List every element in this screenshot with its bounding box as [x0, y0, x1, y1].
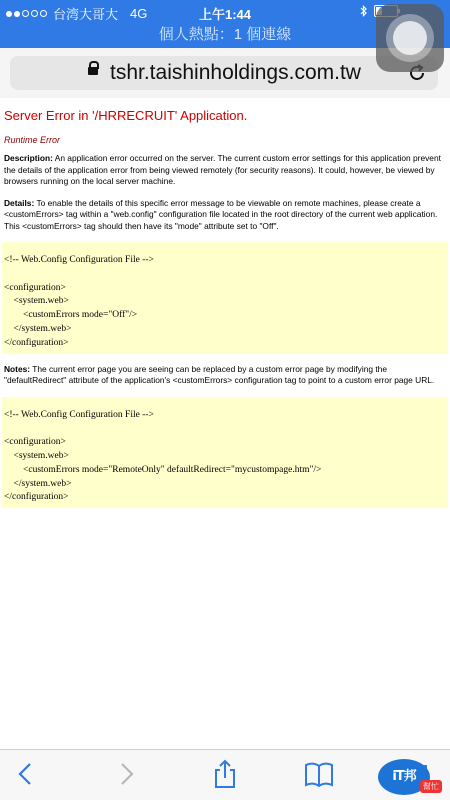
hotspot-banner[interactable]: 個人熱點：1 個連線 — [0, 22, 450, 48]
share-icon[interactable] — [209, 758, 241, 790]
address-bar[interactable] — [10, 56, 438, 90]
network-type: 4G — [130, 6, 148, 21]
notes-label: Notes: — [4, 363, 31, 374]
lock-icon — [88, 67, 98, 75]
assistive-touch-center — [393, 21, 427, 55]
web-page-content — [0, 98, 450, 750]
bluetooth-icon — [360, 5, 368, 17]
bookmarks-icon[interactable] — [303, 758, 335, 790]
status-time: 上午1:44 — [198, 7, 252, 22]
logo-badge: iT邦 — [378, 759, 430, 795]
url-text[interactable]: tshr.taishinholdings.com.tw — [110, 61, 361, 84]
description-label: Description: — [4, 153, 53, 163]
notes-paragraph — [4, 364, 446, 387]
details-paragraph — [4, 198, 446, 233]
config-code-block-off: <!-- Web.Config Configuration File --> <configuration> <system.web> <customErrors mode="Off"/> </system.web> </configuration> — [2, 242, 448, 354]
notes-text: The current error page you are seeing can be replaced by a custom error page by modifying the "defaultRedirect" attribute of the application's <customErrors> configuration tag to point to a custom error page URL. — [4, 363, 435, 386]
error-title: Server Error in '/HRRECRUIT' Application. — [4, 108, 248, 123]
forward-icon[interactable] — [110, 758, 142, 790]
logo-sub: 幫忙 — [420, 780, 442, 793]
back-icon[interactable] — [10, 758, 42, 790]
carrier-name: 台湾大哥大 — [53, 7, 119, 22]
error-subtitle: Runtime Error — [4, 135, 61, 145]
ithelp-logo — [372, 755, 444, 797]
config-code-block-remoteonly: <!-- Web.Config Configuration File --> <configuration> <system.web> <customErrors mode="RemoteOnly" defaultRedirect="mycustompage.htm"/> </system.web> </configuration> — [2, 397, 448, 509]
description-paragraph — [4, 153, 446, 188]
description-text: An application error occurred on the server. The current custom error settings for this application prevent the details of the application error from being viewed remotely (for security reasons). It could, however, be viewed by browsers running on the local server machine. — [4, 153, 441, 186]
details-label: Details: — [4, 197, 35, 208]
assistive-touch-button[interactable] — [376, 4, 444, 72]
details-text: To enable the details of this specific error message to be viewable on remote machines, please create a <customErrors> tag within a "web.config" configuration file located in the root directory of the current web application. This <customErrors> tag should then have its "mode" attribute set to "Off". — [4, 197, 438, 231]
